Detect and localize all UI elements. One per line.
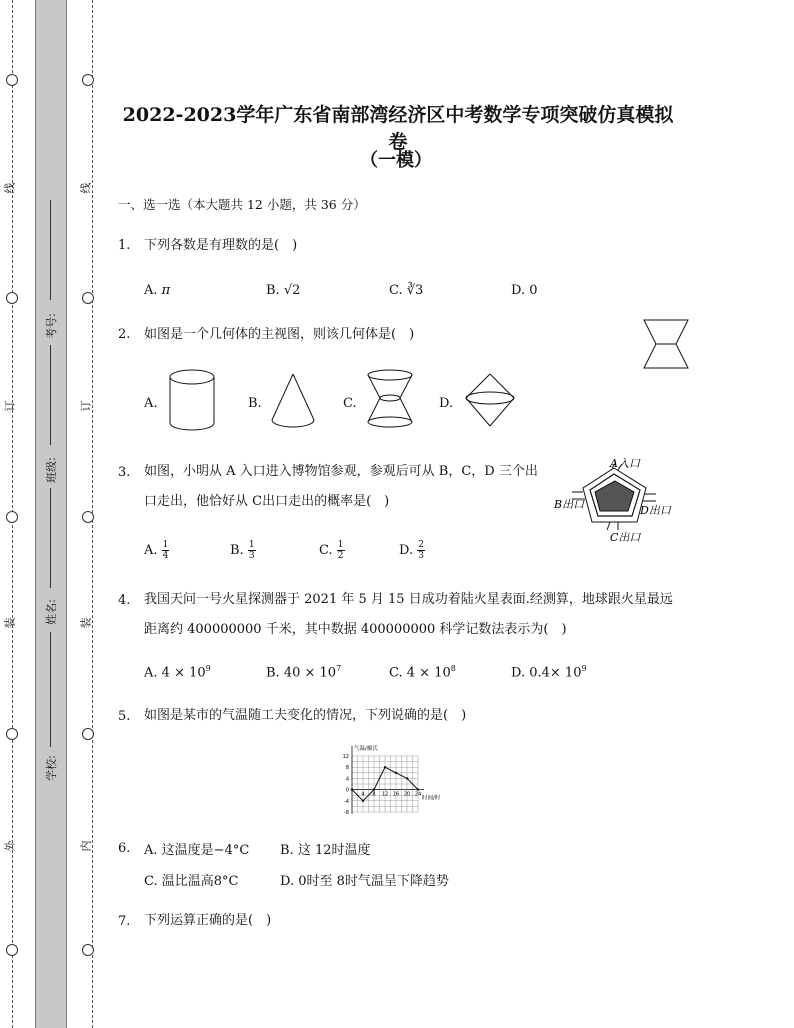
data-point: [373, 788, 375, 790]
question-text-line1: 我国天问一号火星探测器于 2021 年 5 月 15 日成功着陆火星表面.经测算，地球跟火星最远: [144, 592, 673, 607]
option-c[interactable]: C. 温比温高8°C: [144, 874, 239, 889]
label-a-entrance: A入口: [610, 457, 640, 470]
museum-figure: [552, 454, 682, 546]
margin-label-order-inner: 订: [79, 400, 93, 412]
option-b[interactable]: B. 这 12时温度: [280, 843, 371, 858]
option-a[interactable]: A.: [144, 396, 158, 411]
binding-hole: [82, 511, 94, 523]
option-c[interactable]: C. $4 \times 10^8$: [389, 664, 456, 681]
question-number: 3.: [118, 465, 131, 480]
data-point: [417, 788, 419, 790]
question-text: 下列各数是有理数的是( ): [144, 238, 298, 253]
option-a[interactable]: A. $\frac{1}{4}$: [144, 540, 169, 561]
option-b[interactable]: B. $\frac{1}{3}$: [230, 540, 255, 561]
option-d[interactable]: D. $\frac{2}{3}$: [399, 540, 424, 561]
temperature-chart: [336, 742, 452, 828]
gray-binding-strip: [35, 0, 67, 1028]
x-tick-label: 16: [392, 791, 400, 798]
option-b[interactable]: B. √2: [266, 283, 301, 298]
x-tick-label: 20: [403, 791, 411, 798]
label-b-exit: B出口: [554, 498, 585, 511]
binding-hole: [6, 944, 18, 956]
question-number: 4.: [118, 593, 131, 608]
binding-hole: [6, 74, 18, 86]
question-text-line2: 口走出，他恰好从 C出口走出的概率是( ): [144, 494, 390, 509]
binding-hole: [82, 728, 94, 740]
section-heading: 一、选一选（本大题共 12 小题，共 36 分）: [118, 197, 366, 212]
option-b[interactable]: B.: [248, 396, 262, 411]
binding-hole: [6, 292, 18, 304]
option-c[interactable]: C. $\frac{1}{2}$: [319, 540, 344, 561]
field-class-line[interactable]: [50, 345, 51, 445]
question-text-line2: 距离约 400000000 千米，其中数据 400000000 科学记数法表示为( ): [144, 622, 567, 637]
margin-label-outer: 外: [3, 840, 17, 852]
margin-label-bind-inner: 装: [79, 617, 93, 629]
margin-label-inner: 内: [79, 840, 93, 852]
question-text: 下列运算正确的是( ): [144, 913, 272, 928]
option-c[interactable]: C. ∛3: [389, 283, 424, 298]
option-d[interactable]: D.: [439, 396, 454, 411]
page-title: 2022-2023学年广东省南部湾经济区中考数学专项突破仿真模拟卷: [122, 104, 674, 153]
y-tick-label: 8: [345, 765, 349, 772]
option-d[interactable]: D. 0: [511, 283, 538, 298]
binding-hole: [6, 728, 18, 740]
binding-margin: [0, 0, 100, 1028]
page-subtitle: （一模）: [360, 150, 432, 171]
field-school-line[interactable]: [50, 632, 51, 747]
double-cone-icon: [462, 372, 518, 430]
field-exam-number-line[interactable]: [50, 200, 51, 300]
option-b[interactable]: B. $40 \times 10^7$: [266, 664, 342, 681]
y-tick-label: -8: [344, 810, 349, 816]
y-tick-label: 12: [342, 754, 349, 760]
binding-hole: [82, 74, 94, 86]
x-tick-label: 24: [414, 791, 422, 798]
y-tick-label: 0: [345, 787, 349, 794]
question-number: 6.: [118, 841, 131, 856]
hourglass-frustum-icon: [362, 368, 418, 432]
question-number: 5.: [118, 709, 131, 724]
data-point: [406, 777, 408, 779]
y-tick-label: -4: [344, 798, 349, 805]
margin-label-order: 订: [3, 400, 17, 412]
data-point: [351, 788, 353, 790]
question-text: 如图是某市的气温随工夫变化的情况，下列说确的是( ): [144, 708, 467, 723]
field-school-label: 学校:: [44, 755, 58, 781]
front-view-figure: [640, 318, 692, 372]
x-axis-title: 时间/时: [422, 795, 441, 802]
field-name-line[interactable]: [50, 488, 51, 588]
x-tick-label: 8: [372, 791, 376, 798]
x-tick-label: 12: [381, 791, 389, 798]
question-number: 7.: [118, 914, 131, 929]
field-exam-number-label: 考号:: [44, 313, 58, 339]
field-name-label: 姓名:: [44, 599, 58, 625]
y-tick-label: 4: [345, 776, 349, 783]
option-c[interactable]: C.: [343, 396, 357, 411]
question-number: 2.: [118, 327, 131, 342]
option-a[interactable]: A. $4 \times 10^9$: [144, 664, 211, 681]
option-a[interactable]: A. π: [144, 283, 171, 298]
option-a[interactable]: A. 这温度是−4°C: [144, 843, 250, 858]
margin-label-bind: 装: [3, 617, 17, 629]
field-class-label: 班级:: [44, 457, 58, 483]
question-text: 如图是一个几何体的主视图，则该几何体是( ): [144, 327, 415, 342]
cone-icon: [268, 372, 318, 432]
question-number: 1.: [118, 238, 131, 253]
binding-hole: [82, 292, 94, 304]
option-d[interactable]: D. 0时至 8时气温呈下降趋势: [280, 874, 449, 889]
data-point: [395, 772, 397, 774]
margin-label-line-inner: 线: [79, 182, 93, 194]
x-tick-label: 4: [361, 791, 365, 798]
data-point: [384, 766, 386, 768]
question-text-line1: 如图，小明从 A 入口进入博物馆参观，参观后可从 B，C，D 三个出: [144, 464, 538, 479]
cylinder-icon: [166, 368, 218, 432]
label-d-exit: D出口: [640, 504, 671, 517]
binding-hole: [82, 944, 94, 956]
binding-hole: [6, 511, 18, 523]
margin-label-line: 线: [3, 182, 17, 194]
data-point: [362, 800, 364, 802]
y-axis-title: 气温/摄氏: [354, 746, 378, 752]
option-d[interactable]: D. $0.4\times 10^9$: [511, 664, 587, 681]
label-c-exit: C出口: [610, 531, 641, 544]
